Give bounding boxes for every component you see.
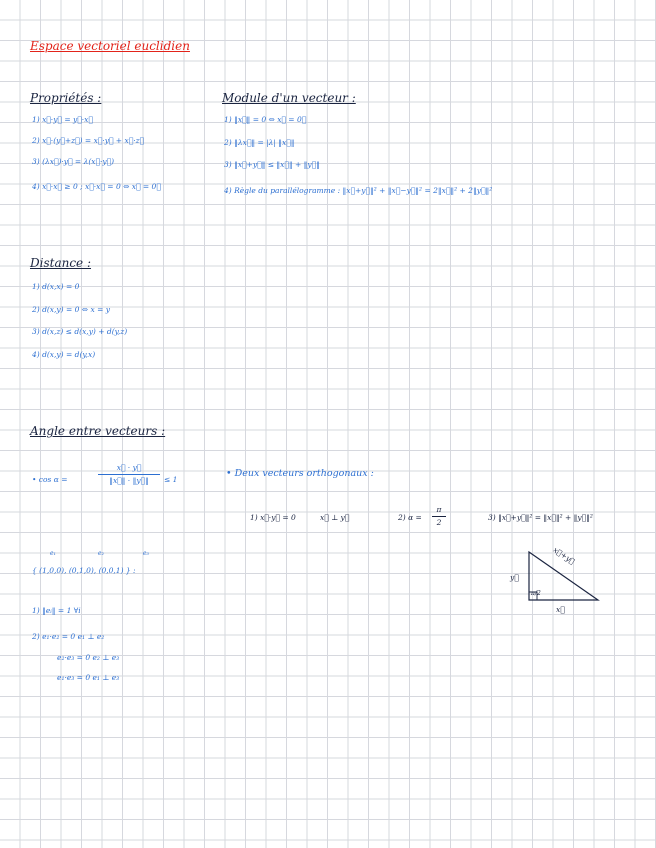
orthogonal-condition-3: 3) ‖x⃗+y⃗‖² = ‖x⃗‖² + ‖y⃗‖² — [488, 513, 593, 522]
triangle-base-label: x⃗ — [556, 605, 565, 614]
orthogonal-condition-1: 1) x⃗·y⃗ = 0 — [250, 513, 296, 522]
basis-item: e₂·e₃ = 0 e₂ ⊥ e₃ — [57, 653, 120, 662]
orthogonal-title: • Deux vecteurs orthogonaux : — [226, 468, 374, 479]
basis-index: e₃ — [143, 550, 149, 557]
module-item: 1) ‖x⃗‖ = 0 ⇔ x⃗ = 0⃗ — [224, 115, 307, 124]
cos-fraction — [98, 464, 160, 484]
module-item: 4) Règle du parallélogramme : ‖x⃗+y⃗‖² + ‖x⃗−y⃗‖² = 2‖x⃗‖² + 2‖y⃗‖² — [224, 186, 493, 195]
basis-index: e₁ — [50, 550, 56, 557]
section-heading: Propriétés : — [30, 91, 102, 105]
cos-denominator: ‖x⃗‖ · ‖y⃗‖ — [109, 475, 149, 485]
section-heading: Module d'un vecteur : — [222, 91, 356, 105]
property-item: 2) x⃗·(y⃗+z⃗) = x⃗·y⃗ + x⃗·z⃗ — [32, 136, 145, 145]
property-item: 4) x⃗·x⃗ ≥ 0 ; x⃗·x⃗ = 0 ⇔ x⃗ = 0⃗ — [32, 182, 161, 191]
basis-set: { (1,0,0), (0,1,0), (0,0,1) } : — [32, 566, 136, 575]
cos-formula-rhs: ≤ 1 — [164, 475, 178, 484]
triangle-angle-label: π/2 — [531, 590, 541, 597]
section-heading: Angle entre vecteurs : — [30, 424, 166, 438]
basis-item: 2) e₁·e₂ = 0 e₁ ⊥ e₂ — [32, 632, 105, 641]
section-heading: Distance : — [30, 256, 92, 270]
basis-item: e₁·e₃ = 0 e₁ ⊥ e₃ — [57, 673, 120, 682]
distance-item: 4) d(x,y) = d(y,x) — [32, 350, 96, 359]
basis-item: 1) ‖eᵢ‖ = 1 ∀i — [32, 606, 81, 615]
cos-formula-lhs: • cos α = — [32, 475, 68, 484]
property-item: 3) (λx⃗)·y⃗ = λ(x⃗·y⃗) — [32, 157, 115, 166]
basis-index: e₂ — [98, 550, 104, 557]
page-title: Espace vectoriel euclidien — [30, 39, 190, 53]
property-item: 1) x⃗·y⃗ = y⃗·x⃗ — [32, 115, 93, 124]
triangle-hypotenuse-label: x⃗+y⃗ — [551, 545, 577, 566]
angle-fraction — [432, 506, 446, 526]
triangle-side-label: y⃗ — [510, 573, 519, 582]
distance-item: 2) d(x,y) = 0 ⇔ x = y — [32, 305, 110, 314]
module-item: 3) ‖x⃗+y⃗‖ ≤ ‖x⃗‖ + ‖y⃗‖ — [224, 160, 320, 169]
angle-numerator: π — [436, 505, 442, 514]
cos-numerator: x⃗ · y⃗ — [116, 463, 142, 472]
angle-denominator: 2 — [436, 517, 442, 527]
distance-item: 3) d(x,z) ≤ d(x,y) + d(y,z) — [32, 327, 128, 336]
orthogonal-perp: x⃗ ⊥ y⃗ — [320, 513, 350, 522]
distance-item: 1) d(x,x) = 0 — [32, 282, 80, 291]
orthogonal-condition-2-lhs: 2) α = — [398, 513, 422, 522]
module-item: 2) ‖λx⃗‖ = |λ| ‖x⃗‖ — [224, 138, 295, 147]
